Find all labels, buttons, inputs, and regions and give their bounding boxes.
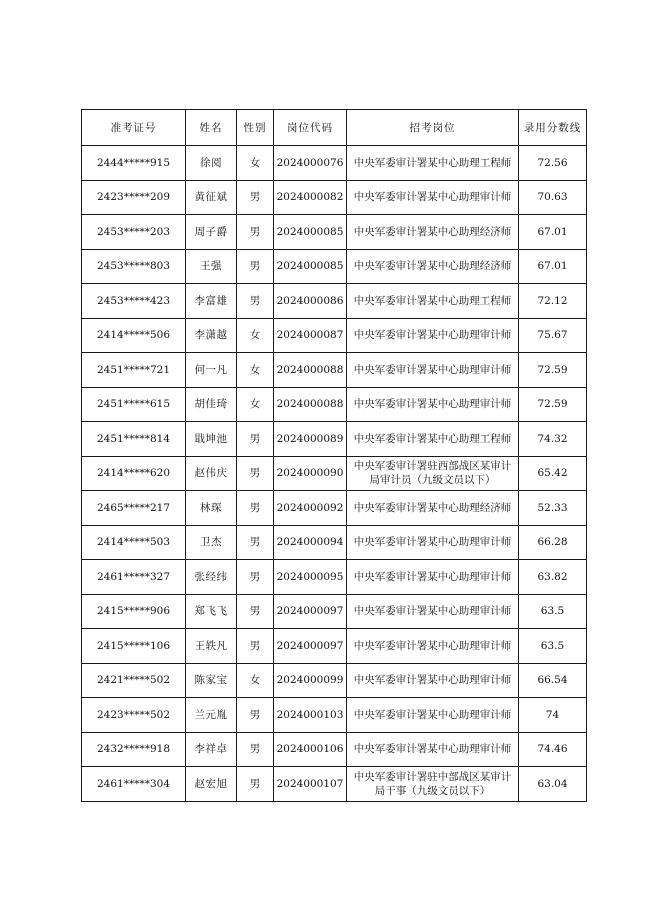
cell-exam-id: 2423*****209	[82, 180, 186, 215]
cell-exam-id: 2414*****503	[82, 525, 186, 560]
header-exam-id: 准考证号	[82, 110, 186, 146]
table-row	[82, 387, 587, 422]
cell-post: 中央军委审计署某中心助理审计师	[347, 629, 519, 664]
cell-post: 中央军委审计署某中心助理审计师	[347, 732, 519, 767]
cell-post-code: 2024000089	[274, 422, 347, 457]
cell-cutoff-score: 74	[519, 698, 587, 733]
cell-post: 中央军委审计署某中心助理经济师	[347, 491, 519, 526]
table-row	[82, 594, 587, 629]
cell-post-code: 2024000097	[274, 594, 347, 629]
cell-post-code: 2024000092	[274, 491, 347, 526]
cell-post-code: 2024000106	[274, 732, 347, 767]
cell-post-code: 2024000087	[274, 318, 347, 353]
cell-post-code: 2024000103	[274, 698, 347, 733]
cell-gender: 女	[237, 387, 274, 422]
table-row	[82, 146, 587, 181]
table-row	[82, 767, 587, 802]
cell-exam-id: 2423*****502	[82, 698, 186, 733]
cell-gender: 男	[237, 215, 274, 250]
cell-name: 王强	[186, 249, 237, 284]
cell-exam-id: 2432*****918	[82, 732, 186, 767]
table-row	[82, 698, 587, 733]
table-row	[82, 215, 587, 250]
header-row	[82, 110, 587, 146]
cell-cutoff-score: 66.28	[519, 525, 587, 560]
cell-gender: 女	[237, 353, 274, 388]
cell-cutoff-score: 63.5	[519, 629, 587, 664]
cell-gender: 男	[237, 698, 274, 733]
cell-cutoff-score: 67.01	[519, 215, 587, 250]
cell-exam-id: 2461*****327	[82, 560, 186, 595]
cell-gender: 男	[237, 180, 274, 215]
cell-post-code: 2024000085	[274, 249, 347, 284]
cell-exam-id: 2414*****506	[82, 318, 186, 353]
cell-gender: 男	[237, 491, 274, 526]
header-gender: 性别	[237, 110, 274, 146]
table-row	[82, 629, 587, 664]
cell-exam-id: 2451*****814	[82, 422, 186, 457]
cell-post-code: 2024000097	[274, 629, 347, 664]
cell-gender: 女	[237, 146, 274, 181]
cell-name: 黄征斌	[186, 180, 237, 215]
cell-name: 赵宏旭	[186, 767, 237, 802]
table-row	[82, 525, 587, 560]
cell-name: 郑飞飞	[186, 594, 237, 629]
cell-post-code: 2024000085	[274, 215, 347, 250]
cell-post-code: 2024000094	[274, 525, 347, 560]
cell-name: 卫杰	[186, 525, 237, 560]
cell-name: 李富雄	[186, 284, 237, 319]
cell-post: 中央军委审计署某中心助理审计师	[347, 594, 519, 629]
cell-cutoff-score: 70.63	[519, 180, 587, 215]
cell-exam-id: 2465*****217	[82, 491, 186, 526]
cell-gender: 男	[237, 732, 274, 767]
cell-post: 中央军委审计署某中心助理经济师	[347, 249, 519, 284]
cell-post-code: 2024000088	[274, 353, 347, 388]
cell-post: 中央军委审计署某中心助理审计师	[347, 560, 519, 595]
cell-cutoff-score: 72.59	[519, 353, 587, 388]
cell-name: 林琛	[186, 491, 237, 526]
table-header	[82, 110, 587, 146]
cell-post: 中央军委审计署某中心助理工程师	[347, 422, 519, 457]
cell-cutoff-score: 72.59	[519, 387, 587, 422]
table-row	[82, 491, 587, 526]
cell-gender: 男	[237, 525, 274, 560]
cell-exam-id: 2415*****106	[82, 629, 186, 664]
cell-post-code: 2024000090	[274, 456, 347, 491]
cell-post-code: 2024000099	[274, 663, 347, 698]
table-row	[82, 318, 587, 353]
table-row	[82, 284, 587, 319]
table-row	[82, 560, 587, 595]
cell-cutoff-score: 65.42	[519, 456, 587, 491]
cell-gender: 男	[237, 249, 274, 284]
cell-post: 中央军委审计署某中心助理审计师	[347, 318, 519, 353]
table-row	[82, 180, 587, 215]
results-table	[81, 109, 587, 802]
cell-post: 中央军委审计署某中心助理审计师	[347, 525, 519, 560]
cell-exam-id: 2453*****803	[82, 249, 186, 284]
cell-name: 何一凡	[186, 353, 237, 388]
cell-exam-id: 2453*****423	[82, 284, 186, 319]
cell-name: 戢坤池	[186, 422, 237, 457]
cell-cutoff-score: 72.56	[519, 146, 587, 181]
cell-cutoff-score: 63.04	[519, 767, 587, 802]
cell-post: 中央军委审计署某中心助理审计师	[347, 353, 519, 388]
table-row	[82, 353, 587, 388]
cell-cutoff-score: 75.67	[519, 318, 587, 353]
cell-exam-id: 2444*****915	[82, 146, 186, 181]
cell-cutoff-score: 52.33	[519, 491, 587, 526]
cell-name: 兰元胤	[186, 698, 237, 733]
cell-post-code: 2024000076	[274, 146, 347, 181]
table-row	[82, 456, 587, 491]
cell-name: 张经纬	[186, 560, 237, 595]
cell-name: 赵伟庆	[186, 456, 237, 491]
cell-post-code: 2024000095	[274, 560, 347, 595]
cell-post-code: 2024000082	[274, 180, 347, 215]
cell-post-code: 2024000086	[274, 284, 347, 319]
header-post: 招考岗位	[347, 110, 519, 146]
cell-cutoff-score: 63.5	[519, 594, 587, 629]
cell-post: 中央军委审计署某中心助理经济师	[347, 215, 519, 250]
cell-gender: 男	[237, 594, 274, 629]
cell-post-code: 2024000107	[274, 767, 347, 802]
cell-exam-id: 2461*****304	[82, 767, 186, 802]
cell-exam-id: 2415*****906	[82, 594, 186, 629]
cell-exam-id: 2451*****615	[82, 387, 186, 422]
cell-post: 中央军委审计署驻西部战区某审计局审计员（九级文员以下）	[347, 456, 519, 491]
cell-name: 王轶凡	[186, 629, 237, 664]
cell-gender: 男	[237, 284, 274, 319]
cell-post: 中央军委审计署驻中部战区某审计局干事（九级文员以下）	[347, 767, 519, 802]
table-body	[82, 146, 587, 802]
cell-gender: 男	[237, 560, 274, 595]
cell-name: 周子爵	[186, 215, 237, 250]
cell-cutoff-score: 74.32	[519, 422, 587, 457]
header-name: 姓名	[186, 110, 237, 146]
cell-post: 中央军委审计署某中心助理工程师	[347, 146, 519, 181]
cell-post: 中央军委审计署某中心助理审计师	[347, 387, 519, 422]
table-row	[82, 249, 587, 284]
cell-name: 李潇越	[186, 318, 237, 353]
cell-cutoff-score: 67.01	[519, 249, 587, 284]
cell-name: 陈家宝	[186, 663, 237, 698]
cell-post-code: 2024000088	[274, 387, 347, 422]
cell-gender: 女	[237, 663, 274, 698]
cell-post: 中央军委审计署某中心助理审计师	[347, 180, 519, 215]
cell-cutoff-score: 63.82	[519, 560, 587, 595]
table-row	[82, 663, 587, 698]
table-row	[82, 422, 587, 457]
cell-exam-id: 2451*****721	[82, 353, 186, 388]
cell-post: 中央军委审计署某中心助理工程师	[347, 284, 519, 319]
cell-name: 李祥卓	[186, 732, 237, 767]
cell-cutoff-score: 66.54	[519, 663, 587, 698]
cell-name: 徐阅	[186, 146, 237, 181]
table-row	[82, 732, 587, 767]
cell-gender: 男	[237, 422, 274, 457]
cell-name: 胡佳琦	[186, 387, 237, 422]
cell-cutoff-score: 72.12	[519, 284, 587, 319]
cell-gender: 女	[237, 318, 274, 353]
cell-cutoff-score: 74.46	[519, 732, 587, 767]
header-post-code: 岗位代码	[274, 110, 347, 146]
cell-exam-id: 2414*****620	[82, 456, 186, 491]
cell-exam-id: 2421*****502	[82, 663, 186, 698]
cell-gender: 男	[237, 456, 274, 491]
cell-post: 中央军委审计署某中心助理审计师	[347, 663, 519, 698]
cell-exam-id: 2453*****203	[82, 215, 186, 250]
cell-gender: 男	[237, 767, 274, 802]
header-cutoff-score: 录用分数线	[519, 110, 587, 146]
cell-gender: 男	[237, 629, 274, 664]
cell-post: 中央军委审计署某中心助理审计师	[347, 698, 519, 733]
